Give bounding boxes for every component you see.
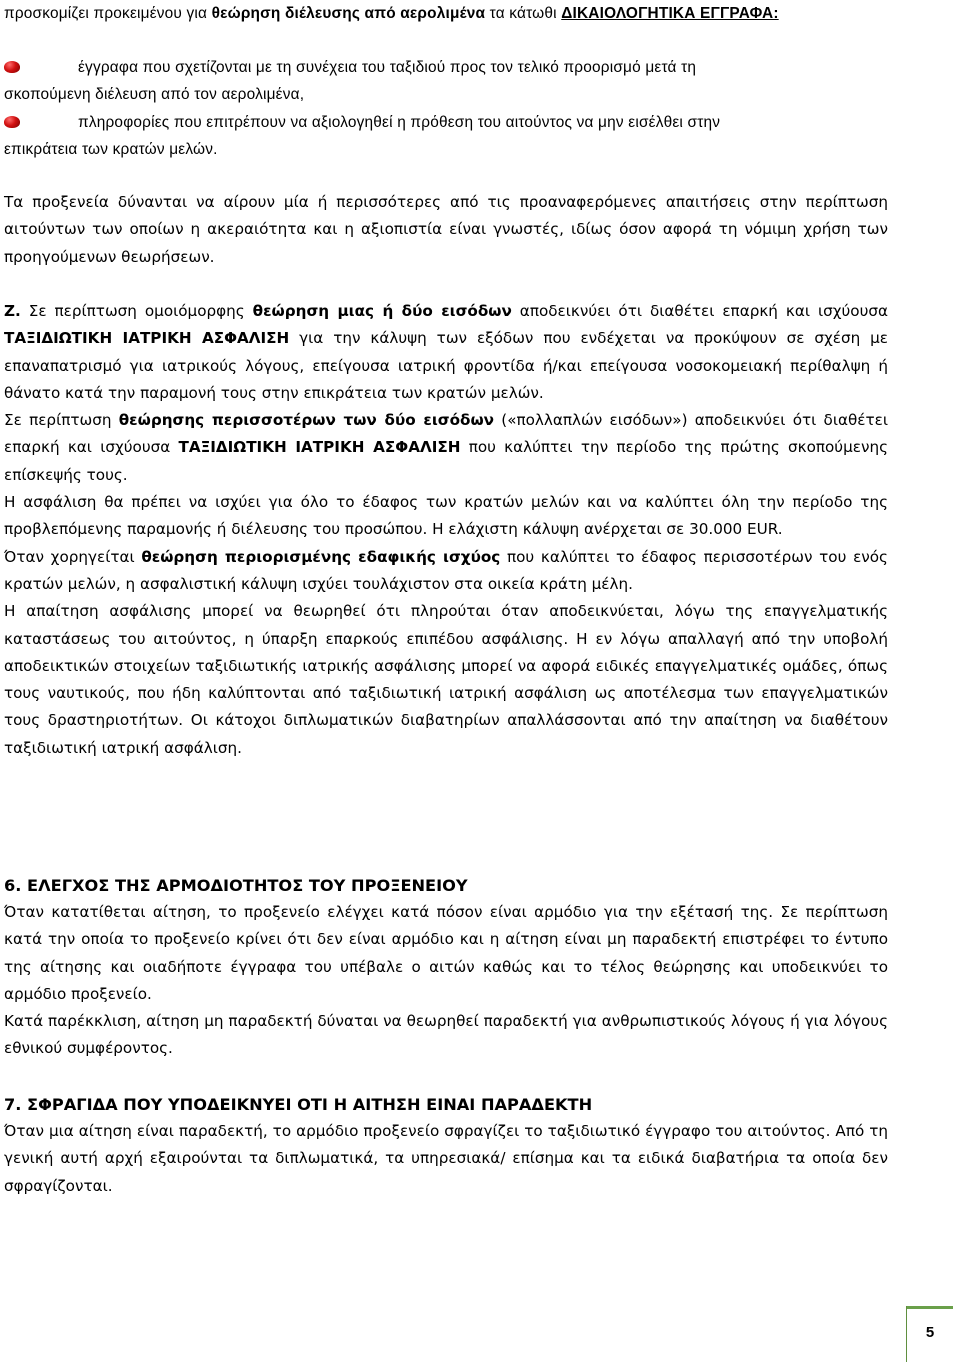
text-span: που καλύπτει το έδαφος περισσοτέρων του ενός κρατών μελών, η ασφαλιστική κάλυψη ισχύει τουλάχιστον στα οικεία κράτη μέλη. — [4, 547, 888, 593]
bullet-text-line1: πληροφορίες που επιτρέπουν να αξιολογηθεί η πρόθεση του αιτούντος να μην εισέλθει στην — [78, 113, 721, 131]
section-z-letter: Ζ. — [4, 302, 21, 320]
page-number-box — [906, 1306, 955, 1362]
bullet-text-line2: σκοπούμενη διέλευση από τον αερολιμένα, — [4, 86, 305, 104]
bullet-text-line1: έγγραφα που σχετίζονται με τη συνέχεια του ταξιδιού προς τον τελικό προορισμό μετά τη — [78, 59, 697, 76]
text-span: που καλύπτει την περίοδο της πρώτης σκοπούμενης επίσκεψής τους. — [4, 438, 888, 484]
insurance-term: ΤΑΞΙΔΙΩΤΙΚΗ ΙΑΤΡΙΚΗ ΑΣΦΑΛΙΣΗ — [178, 438, 461, 457]
bullet-text-line2: επικράτεια των κρατών μελών. — [4, 140, 218, 158]
intro-paragraph — [4, 0, 888, 27]
text-span: αποδεικνύει ότι διαθέτει επαρκή και ισχύουσα — [511, 302, 888, 320]
section-6-paragraph-1: Όταν κατατίθεται αίτηση, το προξενείο ελέγχει κατά πόσον είναι αρμόδιο για την εξέτασή της. Σε περίπτωση κατά την οποία το προξενείο κρίνει ότι δεν είναι αρμόδιο και η αίτηση είναι μη παραδεκτή επιστρέφει το έντυπο της αίτησης και οιαδήποτε έγγραφα του υπέβαλε ο αιτών καθώς και το τέλος θεώρησης και υποδεικνύει το αρμόδιο προξενείο. — [4, 903, 888, 1003]
visa-type-term: θεώρηση μιας ή δύο εισόδων — [252, 302, 512, 320]
visa-type-term: θεώρηση περιορισμένης εδαφικής ισχύος — [141, 547, 501, 566]
intro-text: προσκομίζει προκειμένου για — [4, 5, 212, 22]
bullet-item — [4, 54, 888, 109]
section-6-heading: 6. ΕΛΕΓΧΟΣ ΤΗΣ ΑΡΜΟΔΙΟΤΗΤΟΣ ΤΟΥ ΠΡΟΞΕΝΕΙΟΥ — [4, 876, 468, 895]
insurance-term: ΤΑΞΙΔΙΩΤΙΚΗ ΙΑΤΡΙΚΗ ΑΣΦΑΛΙΣΗ — [4, 329, 290, 348]
section-7-heading: 7. ΣΦΡΑΓΙΔΑ ΠΟΥ ΥΠΟΔΕΙΚΝΥΕΙ ΟΤΙ Η ΑΙΤΗΣΗ ΕΙΝΑΙ ΠΑΡΑΔΕΚΤΗ — [4, 1095, 593, 1114]
visa-type-term: θεώρησης περισσοτέρων των δύο εισόδων — [118, 411, 494, 430]
red-bullet-icon — [4, 116, 20, 128]
supporting-documents-title: ΔΙΚΑΙΟΛΟΓΗΤΙΚΑ ΕΓΓΡΑΦΑ: — [561, 5, 779, 22]
text-span: για την κάλυψη των εξόδων που ενδέχεται να προκύψουν σε σχέση με επαναπατρισμό για ιατρικούς λόγους, επείγουσα ιατρική φροντίδα ή/και επείγουσα νοσοκομειακή περίθαλψη ή θάνατο κατά την παραμονή τους στην επικράτεια των κρατών μελών. — [4, 329, 888, 402]
section-z-paragraph-5: Η απαίτηση ασφάλισης μπορεί να θεωρηθεί ότι πληρούται όταν αποδεικνύεται, λόγω της επαγγελματικής καταστάσεως του αιτούντος, η ύπαρξη επαρκούς επιπέδου ασφάλισης. Η εν λόγω απαλλαγή από την υποβολή αποδεικτικών στοιχείων ταξιδιωτικής ιατρικής ασφάλισης μπορεί να αφορά ειδικές επαγγελματικές ομάδες, όπως τους ναυτικούς, που ήδη καλύπτονται από ταξιδιωτική ιατρική ασφάλιση ως αποτέλεσμα των επαγγελματικών τους δραστηριοτήτων. Οι κάτοχοι διπλωματικών διαβατηρίων απαλλάσσονται από την απαίτηση να διαθέτουν ταξιδιωτική ιατρική ασφάλιση. — [4, 602, 888, 757]
intro-block — [4, 0, 888, 27]
page-number-rule — [907, 1306, 953, 1309]
page-number: 5 — [925, 1324, 935, 1341]
section-z — [4, 298, 888, 762]
section-z-paragraph-4 — [4, 544, 888, 599]
text-span: Όταν χορηγείται — [4, 547, 142, 566]
consulates-block — [4, 189, 888, 271]
section-7 — [4, 1091, 888, 1200]
section-z-paragraph-2 — [4, 407, 888, 489]
text-span: («πολλαπλών εισόδων») αποδεικνύει ότι διαθέτει επαρκή και ισχύουσα — [4, 411, 888, 457]
bullet-list — [4, 54, 888, 163]
section-z-paragraph-1 — [4, 298, 888, 407]
intro-mid-text: τα κάτωθι — [485, 5, 562, 22]
section-7-paragraph-1: Όταν μια αίτηση είναι παραδεκτή, το αρμόδιο προξενείο σφραγίζει το ταξιδιωτικό έγγραφο του αιτούντος. Από τη γενική αυτή αρχή εξαιρούνται τα διπλωματικά, τα υπηρεσιακά/ επίσημα και τα ειδικά διαβατήρια τα οποία δεν σφραγίζονται. — [4, 1122, 888, 1195]
airport-transit-visa-term: θεώρηση διέλευσης από αερολιμένα — [211, 5, 486, 22]
red-bullet-icon — [4, 61, 20, 73]
text-span: Σε περίπτωση — [4, 411, 119, 430]
text-span: Σε περίπτωση ομοιόμορφης — [20, 302, 253, 320]
section-6 — [4, 872, 888, 1063]
section-z-paragraph-3: Η ασφάλιση θα πρέπει να ισχύει για όλο το έδαφος των κρατών μελών και να καλύπτει όλη την περίοδο της προβλεπόμενης παραμονής ή διέλευσης του προσώπου. Η ελάχιστη κάλυψη ανέρχεται σε 30.000 EUR. — [4, 493, 888, 539]
bullet-item — [4, 109, 888, 164]
section-6-paragraph-2: Κατά παρέκκλιση, αίτηση μη παραδεκτή δύναται να θεωρηθεί παραδεκτή για ανθρωπιστικούς λόγους ή για λόγους εθνικού συμφέροντος. — [4, 1012, 888, 1058]
consulates-waiver-paragraph: Τα προξενεία δύνανται να αίρουν μία ή περισσότερες από τις προαναφερόμενες απαιτήσεις στην περίπτωση αιτούντων των οποίων η ακεραιότητα και η αξιοπιστία είναι γνωστές, ιδίως όσον αφορά τη νόμιμη χρήση των προηγούμενων θεωρήσεων. — [4, 193, 888, 266]
